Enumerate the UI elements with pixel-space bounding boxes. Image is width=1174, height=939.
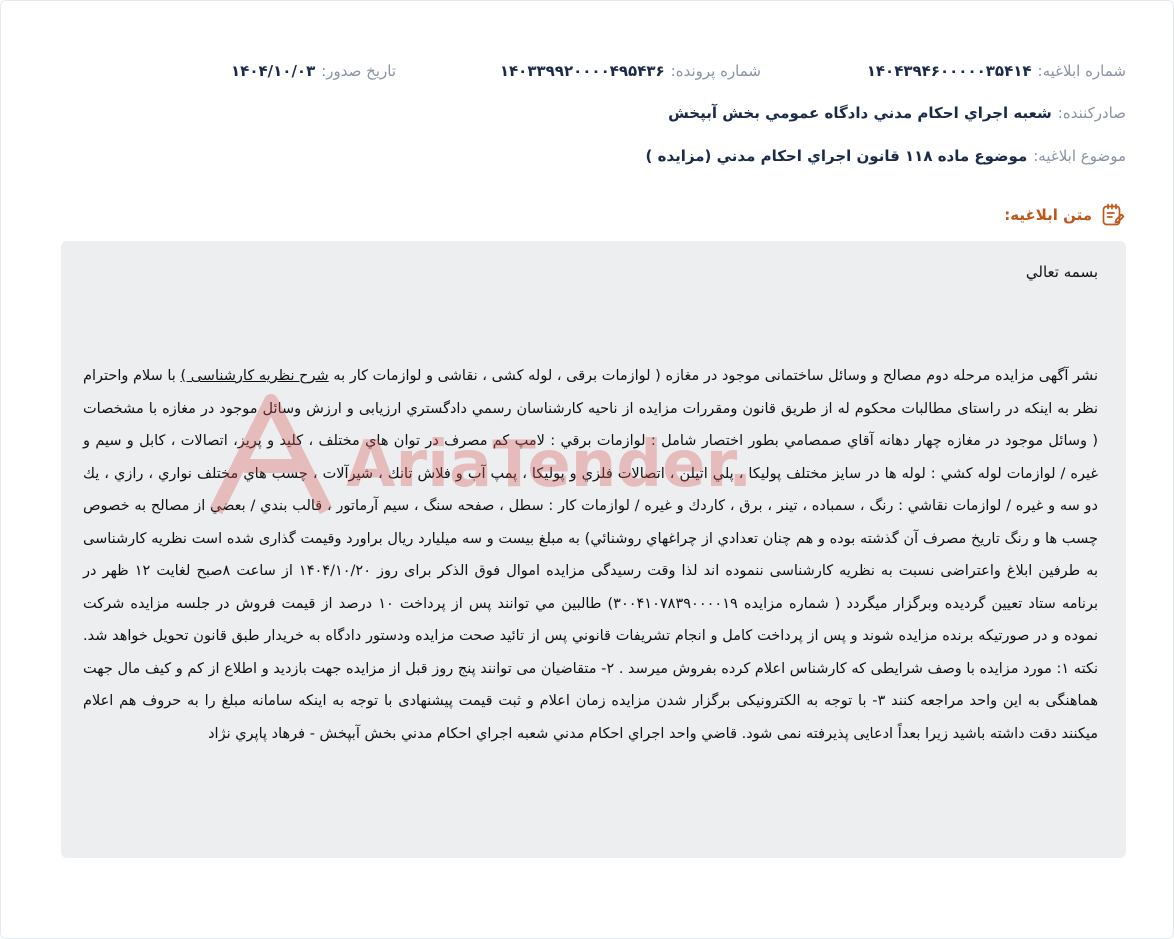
subject-value: موضوع ماده ۱۱۸ قانون اجراي احكام مدني (مزايده ) [645, 147, 1028, 165]
notice-body [83, 360, 1098, 750]
issuer-value: شعبه اجراي احكام مدني دادگاه عمومي بخش آبپخش [668, 104, 1052, 122]
issuer-label: صادرکننده: [1057, 104, 1126, 122]
meta-row-numbers [48, 59, 1126, 83]
subject [646, 147, 1126, 165]
notice-greeting: بسمه تعالي [1025, 263, 1098, 281]
notice-heading [1004, 202, 1126, 228]
case-number-label: شماره پرونده: [670, 62, 761, 80]
notice-body-part2: با سلام واحترام نظر به اینکه در راستای مطالبات محکوم له از طریق قانون ومقررات مزایده از ناحیه کارشناسان رسمي دادگستري ارزیابی و ارزش وسائل موجود در مغازه با مشخصات ( وسائل موجود در مغازه چهار دهانه آقاي صمصامي بطور اختصار شامل : لوازمات برقي : لامپ کم مصرف در توان هاي مختلف ، کلید و پریز، اتصالات ، کابل و سیم و غیره / لوازمات لوله کشي : لوله ها در سایز مختلف پولیکا ، پلي اتیلن ، اتصالات فلزي و پولیکا ، پمپ آب و فلاش تانك ، شیرآلات ، چسب هاي مختلف نواري ، رازي ، يك دو سه و غيره / لوازمات نقاشي : رنگ ، سمباده ، تينر ، برق ، كاردك و غيره / لوازمات كار : سطل ، صفحه سنگ ، سیم آرماتور ، قالب بندي / بعضي از مصالح به خصوص چسب ها و رنگ تاريخ مصرف آن گذشته بوده و هم چنان تعدادي از چراغهاي روشنائي) به مبلغ بیست و سه میلیارد ریال براورد وقیمت گذاری شده است نظریه کارشناسی به طرفین ابلاغ واعتراضی نسبت به نظریه کارشناسی ننموده اند لذا وقت رسیدگی مزایده اموال فوق الذکر برای روز ۱۴۰۴/۱۰/۲۰ از ساعت ۸صبح لغایت ۱۲ ظهر در برنامه ستاد تعیین گردیده وبرگزار میگردد ( شماره مزایده ۳۰۰۴۱۰۷۸۳۹۰۰۰۰۱۹) طالبين مي توانند پس از پرداخت ۱۰ درصد از قيمت فروش در جلسه مزايده شركت نموده و در صورتيكه برنده مزایده شوند و پس از پرداخت كامل و انجام تشريفات قانوني پس از تائيد صحت مزايده ودستور دادگاه به خريدار طبق قانون تحويل خواهد شد. نکته ۱: مورد مزایده با وصف شرایطی که کارشناس اعلام کرده بفروش میرسد . ۲- متقاضیان می توانند پنج روز قبل از مزایده جهت بازدید و اطلاع از کم و کیف مال جهت هماهنگی به این واحد مراجعه کنند ۳- با توجه به الکترونیکی برگزار شدن مزایده زمان اعلام و ثبت قیمت پیشنهادی با توجه به اینکه سامانه مبلغ را به حروف هم اعلام میکنند دقت داشته باشید زیرا بعداً ادعایی پذیرفته نمی شود. قاضي واحد اجراي احكام مدني شعبه اجراي احكام مدني بخش آبپخش - فرهاد پاپري نژاد [83, 368, 1099, 742]
case-number-value: ۱۴۰۳۳۹۹۲۰۰۰۰۴۹۵۴۳۶ [499, 62, 665, 80]
subject-label: موضوع ابلاغیه: [1033, 147, 1126, 165]
meta-row-issuer [48, 101, 1126, 125]
notice-number-value: ۱۴۰۴۳۹۴۶۰۰۰۰۰۳۵۴۱۴ [866, 62, 1032, 80]
notice-body-part1: نشر آگهی مزایده مرحله دوم مصالح و وسائل ساختمانی موجود در مغازه ( لوازمات برقی ، لوله کشی ، نقاشی و لوازمات کار به [328, 368, 1098, 384]
notice-content-box [61, 241, 1126, 858]
watermark-text: AriaTender. [346, 428, 753, 502]
notice-number [867, 62, 1126, 80]
document-edit-icon [1100, 202, 1126, 228]
notice-body-underlined: شرح نظریه کارشناسی ) [180, 368, 329, 384]
notice-number-label: شماره ابلاغیه: [1037, 62, 1126, 80]
issue-date [231, 62, 396, 80]
issuer [668, 104, 1126, 122]
issue-date-value: ۱۴۰۴/۱۰/۰۳ [231, 62, 316, 80]
issue-date-label: تاریخ صدور: [321, 62, 396, 80]
meta-row-subject [48, 144, 1126, 168]
case-number [500, 62, 761, 80]
notice-title: متن ابلاغیه: [1004, 206, 1092, 224]
